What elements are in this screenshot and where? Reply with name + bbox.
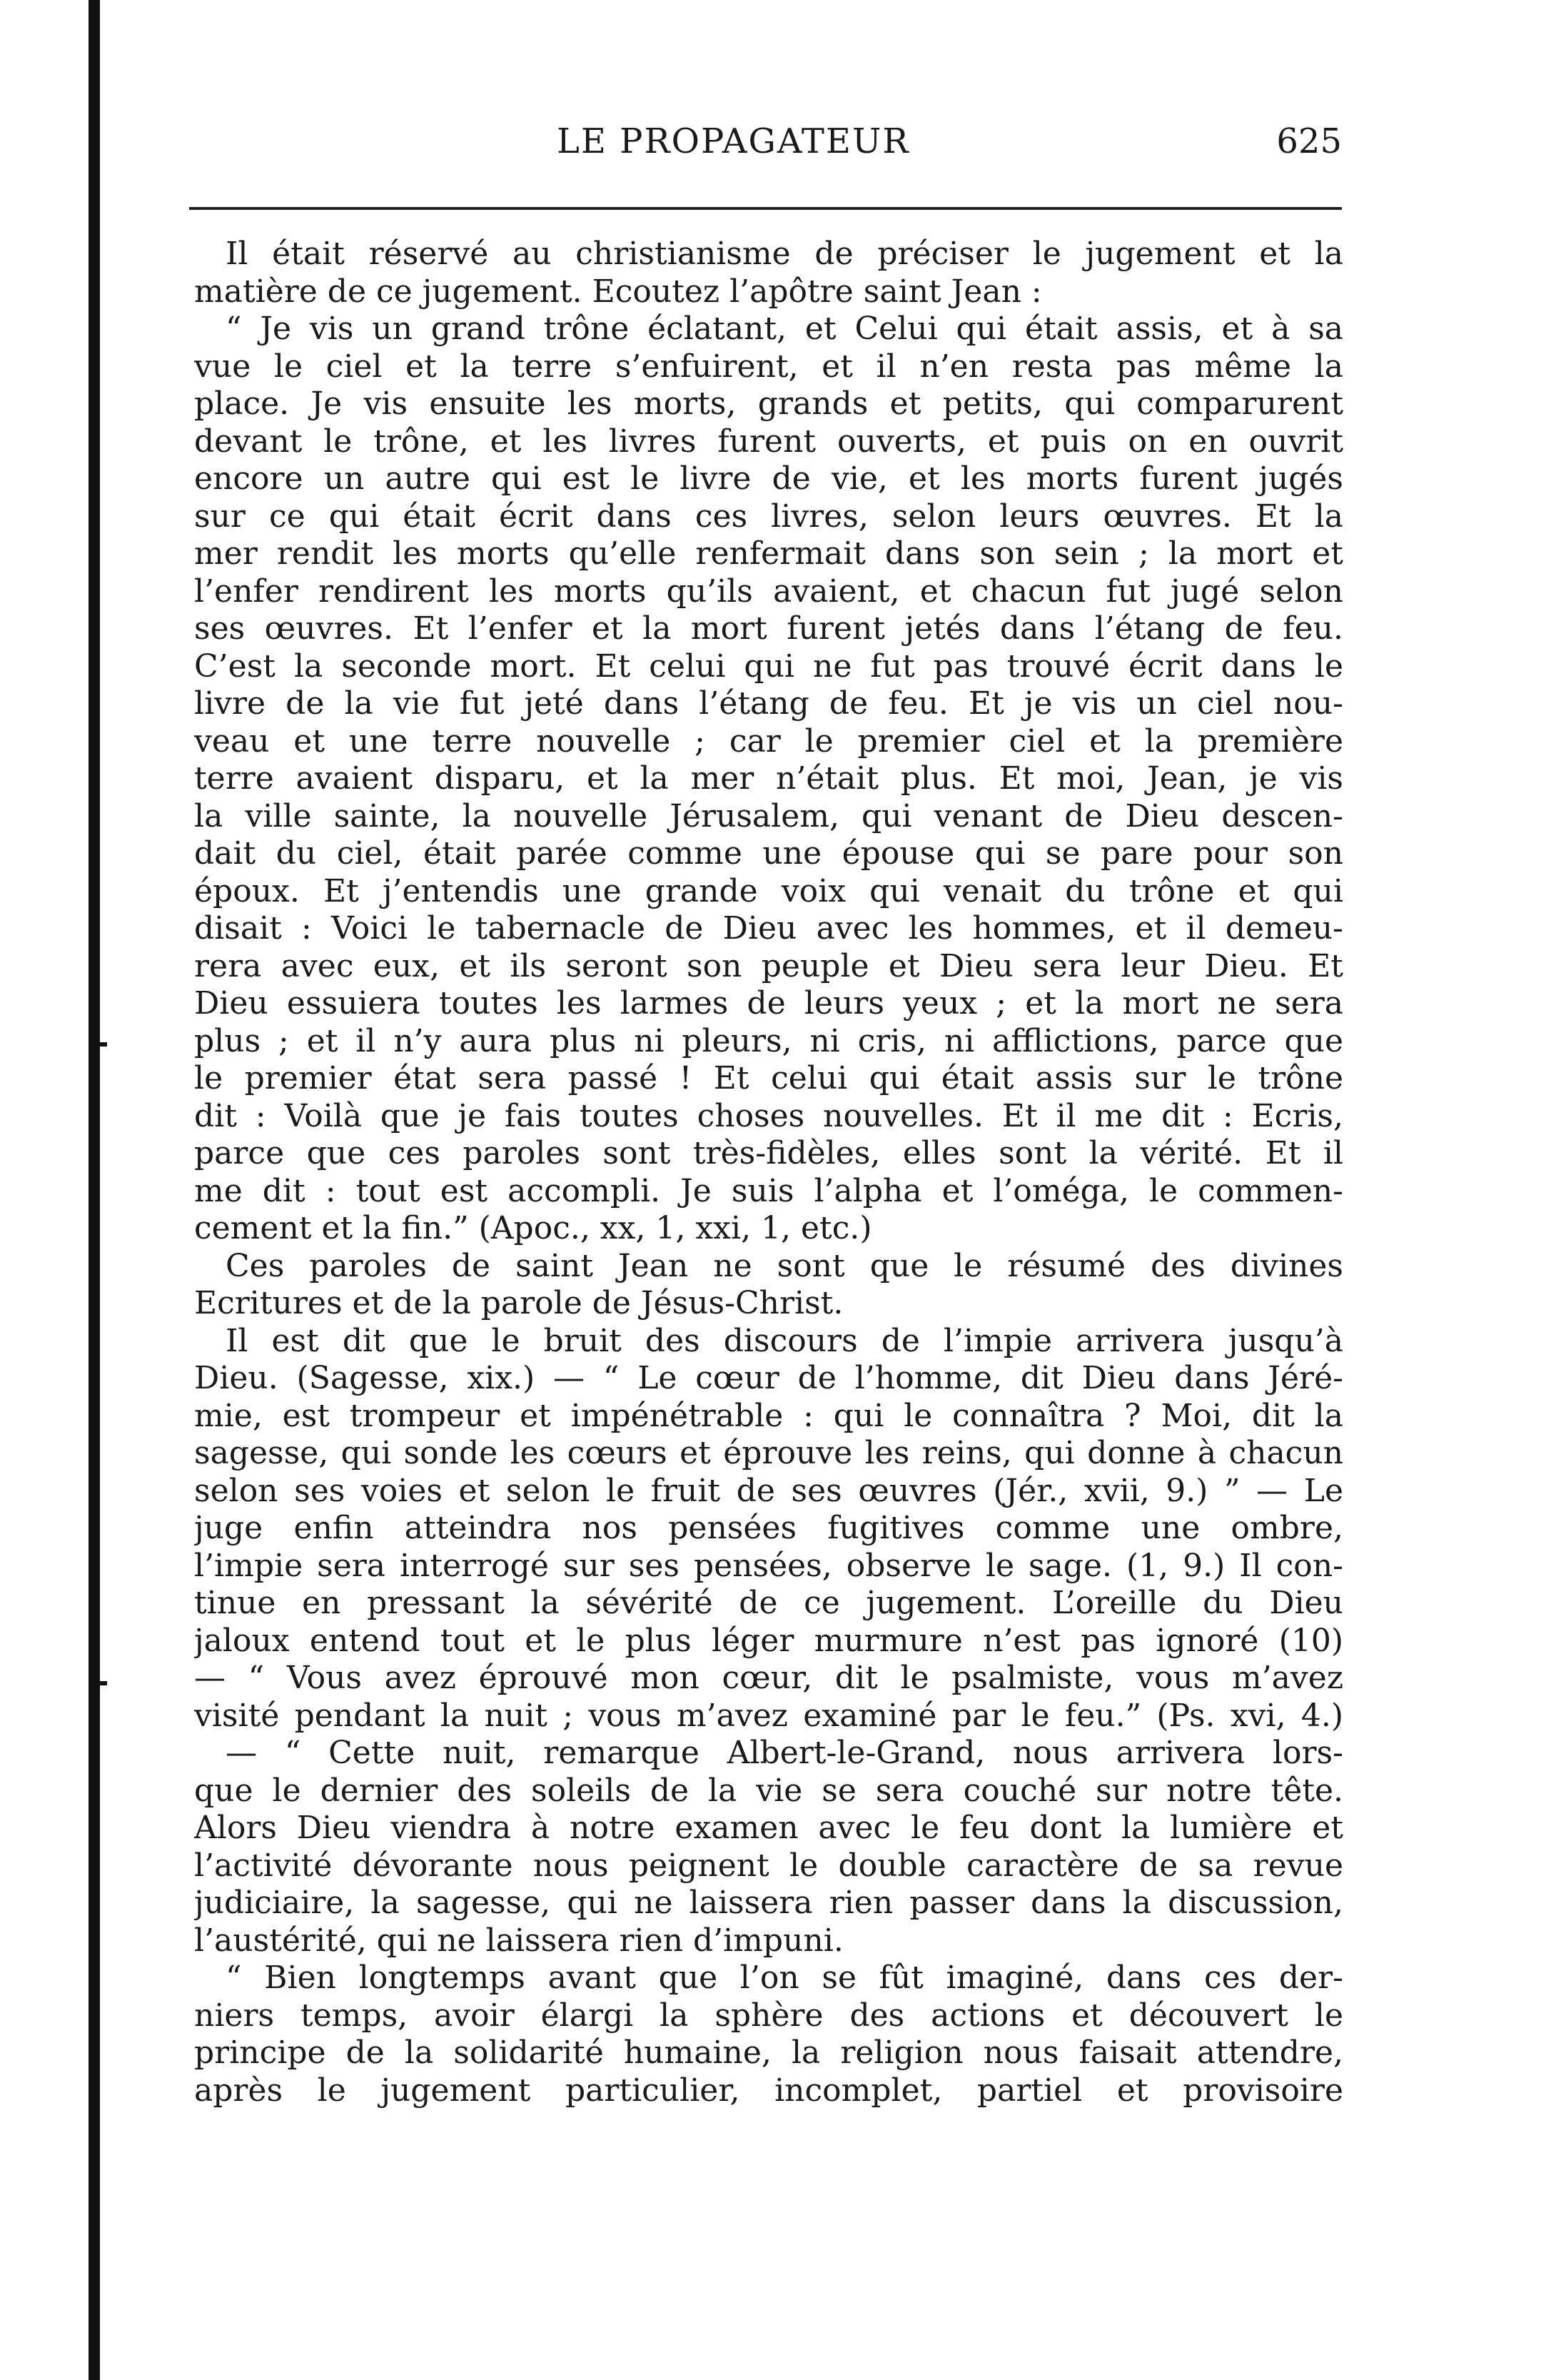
text-line: Dieu essuiera toutes les larmes de leurs yeux ; et la mort ne sera [194,985,1343,1022]
text-line: la ville sainte, la nouvelle Jérusalem, qui venant de Dieu descen- [194,797,1343,834]
text-line: principe de la solidarité humaine, la religion nous faisait attendre, [194,2034,1343,2071]
text-line: Ces paroles de saint Jean ne sont que le résumé des divines [226,1247,1343,1284]
text-line: encore un autre qui est le livre de vie, et les morts furent jugés [194,460,1343,497]
page-edge-bar [89,0,100,2380]
text-line: que le dernier des soleils de la vie se sera couché sur notre tête. [194,1772,1343,1809]
text-line: — “ Cette nuit, remarque Albert-le-Grand, nous arrivera lors- [226,1735,1343,1771]
text-line: tinue en pressant la sévérité de ce jugement. L’oreille du Dieu [194,1585,1343,1621]
text-line: Alors Dieu viendra à notre examen avec le feu dont la lumière et [194,1810,1343,1846]
text-line: devant le trône, et les livres furent ouverts, et puis on en ouvrit [194,423,1343,460]
text-line: me dit : tout est accompli. Je suis l’alpha et l’oméga, le commen- [194,1172,1343,1209]
body-text [194,236,1343,2109]
text-line: Il était réservé au christianisme de préciser le jugement et la [226,236,1343,272]
text-line: juge enfin atteindra nos pensées fugitives comme une ombre, [194,1510,1343,1546]
text-line: matière de ce jugement. Ecoutez l’apôtre saint Jean : [194,273,1042,310]
text-line: visité pendant la nuit ; vous m’avez examiné par le feu.” (Ps. xvi, 4.) [194,1697,1343,1734]
text-line: terre avaient disparu, et la mer n’était plus. Et moi, Jean, je vis [194,760,1343,797]
text-line: l’activité dévorante nous peignent le double caractère de sa revue [194,1847,1343,1884]
text-line: niers temps, avoir élargi la sphère des actions et découvert le [194,1997,1343,2034]
text-line: mer rendit les morts qu’elle renfermait dans son sein ; la mort et [194,535,1343,572]
text-line: cement et la fin.” (Apoc., xx, 1, xxi, 1, etc.) [194,1210,872,1246]
text-line: le premier état sera passé ! Et celui qui était assis sur le trône [194,1060,1343,1096]
text-line: Ecritures et de la parole de Jésus-Christ. [194,1285,844,1321]
page-number: 625 [1276,121,1342,161]
text-line: livre de la vie fut jeté dans l’étang de feu. Et je vis un ciel nou- [194,685,1343,722]
text-line: dit : Voilà que je fais toutes choses nouvelles. Et il me dit : Ecris, [194,1097,1343,1134]
text-line: veau et une terre nouvelle ; car le premier ciel et la première [194,722,1343,760]
text-line: plus ; et il n’y aura plus ni pleurs, ni cris, ni afflictions, parce que [194,1022,1343,1059]
text-line: Il est dit que le bruit des discours de l’impie arrivera jusqu’à [226,1322,1343,1359]
text-line: judiciaire, la sagesse, qui ne laissera rien passer dans la discussion, [194,1885,1343,1921]
text-line: disait : Voici le tabernacle de Dieu avec les hommes, et il demeu- [194,910,1343,947]
header-rule [189,207,1342,210]
text-line: mie, est trompeur et impénétrable : qui le connaîtra ? Moi, dit la [194,1397,1343,1434]
text-line: “ Bien longtemps avant que l’on se fût imaginé, dans ces der- [226,1960,1343,1996]
text-line: jaloux entend tout et le plus léger murmure n’est pas ignoré (10) [194,1622,1343,1659]
text-line: sagesse, qui sonde les cœurs et éprouve les reins, qui donne à chacun [194,1435,1343,1471]
text-line: C’est la seconde mort. Et celui qui ne fut pas trouvé écrit dans le [194,647,1343,685]
text-line: vue le ciel et la terre s’enfuirent, et il n’en resta pas même la [194,348,1343,385]
text-line: place. Je vis ensuite les morts, grands et petits, qui comparurent [194,385,1343,422]
text-line: époux. Et j’entendis une grande voix qui venait du trône et qui [194,872,1343,909]
text-line: l’impie sera interrogé sur ses pensées, observe le sage. (1, 9.) Il con- [194,1547,1343,1584]
text-line: parce que ces paroles sont très-fidèles, elles sont la vérité. Et il [194,1135,1343,1171]
text-line: après le jugement particulier, incomplet, partiel et provisoire [194,2072,1343,2109]
text-line: l’enfer rendirent les morts qu’ils avaient, et chacun fut jugé selon [194,573,1343,610]
text-line: ses œuvres. Et l’enfer et la mort furent jetés dans l’étang de feu. [194,610,1343,647]
text-line: selon ses voies et selon le fruit de ses œuvres (Jér., xvii, 9.) ” — Le [194,1472,1343,1509]
text-line: dait du ciel, était parée comme une épouse qui se pare pour son [194,835,1343,872]
running-head [186,121,1342,171]
text-line: “ Je vis un grand trône éclatant, et Celui qui était assis, et à sa [226,311,1343,347]
edge-mark [94,1681,107,1685]
running-title: LE PROPAGATEUR [557,121,910,161]
edge-mark [94,1042,107,1047]
text-line: Dieu. (Sagesse, xix.) — “ Le cœur de l’homme, dit Dieu dans Jéré- [194,1360,1343,1396]
text-line: sur ce qui était écrit dans ces livres, selon leurs œuvres. Et la [194,498,1343,535]
text-line: — “ Vous avez éprouvé mon cœur, dit le psalmiste, vous m’avez [194,1660,1343,1696]
text-line: rera avec eux, et ils seront son peuple et Dieu sera leur Dieu. Et [194,947,1343,984]
text-line: l’austérité, qui ne laissera rien d’impuni. [194,1922,844,1959]
